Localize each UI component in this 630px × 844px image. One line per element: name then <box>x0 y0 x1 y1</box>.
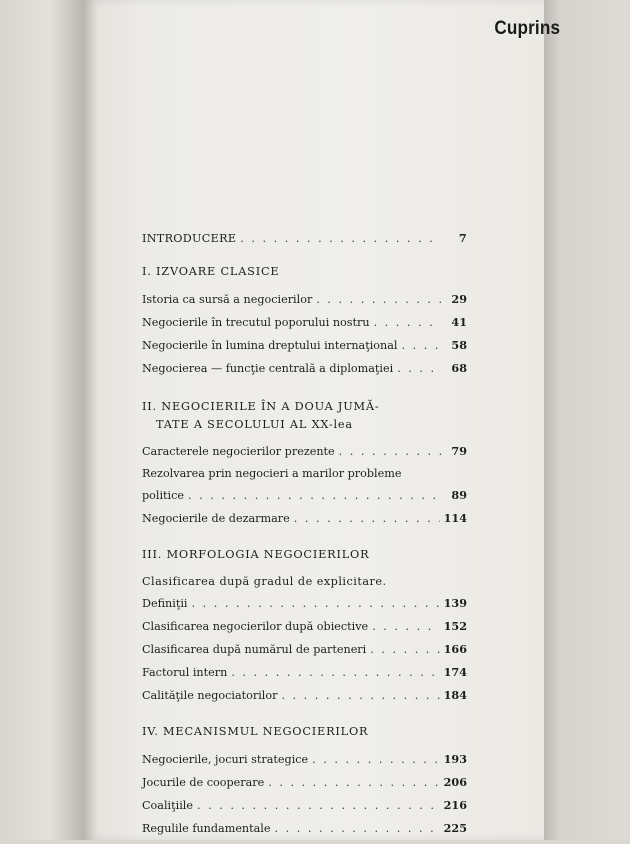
toc-entry-label: Negocierile, jocuri strategice <box>142 753 309 766</box>
toc-entry <box>142 511 467 534</box>
toc-entry-label: Caracterele negocierilor prezente <box>142 445 335 458</box>
dot-leader <box>372 620 439 634</box>
toc-entry <box>142 642 467 665</box>
dot-leader <box>312 753 439 767</box>
toc-entry-label: Factorul intern <box>142 666 228 679</box>
toc-entry-label: Negocierile în trecutul poporului nostru <box>142 316 370 329</box>
toc-entry <box>142 292 467 315</box>
dot-leader <box>197 799 440 813</box>
toc-page-number: 68 <box>451 361 467 375</box>
toc-entry-label-continued: Definiţii <box>142 597 188 610</box>
dot-leader <box>339 445 441 459</box>
chapter-heading-line: II. NEGOCIERILE ÎN A DOUA JUMĂ- <box>142 400 380 413</box>
toc-page-number: 114 <box>443 511 467 525</box>
toc-entry-label: Clasificarea negocierilor după obiective <box>142 620 369 633</box>
toc-page-number: 216 <box>443 798 467 812</box>
toc-entry-label: Negocierile în lumina dreptului internaţional <box>142 339 398 352</box>
toc-entry-label: Coaliţiile <box>142 799 193 812</box>
toc-page-number: 166 <box>443 642 467 656</box>
toc-entry <box>142 619 467 642</box>
toc-entry <box>142 361 467 384</box>
dot-leader <box>294 512 440 526</box>
toc-entry-label: Calităţile negociatorilor <box>142 689 278 702</box>
table-of-contents <box>142 231 467 844</box>
toc-entry <box>142 665 467 688</box>
toc-entry-label: Clasificarea după gradul de explicitare. <box>142 575 387 588</box>
dot-leader <box>188 489 441 503</box>
toc-entry-label: Negocierile de dezarmare <box>142 512 290 525</box>
chapter-heading-4: IV. MECANISMUL NEGOCIERILOR <box>142 725 369 738</box>
toc-entry <box>142 775 467 798</box>
toc-page-number: 58 <box>451 338 467 352</box>
toc-entry <box>142 467 467 511</box>
toc-entry-label: Istoria ca sursă a negocierilor <box>142 293 313 306</box>
dot-leader <box>240 232 441 246</box>
book-spine <box>0 0 84 840</box>
toc-entry-label: Rezolvarea prin negocieri a marilor probleme <box>142 467 402 480</box>
dot-leader <box>231 666 439 680</box>
toc-page-number: 152 <box>443 619 467 633</box>
toc-page-number: 89 <box>451 488 467 502</box>
toc-entry <box>142 575 467 619</box>
dot-leader <box>275 822 440 836</box>
toc-entry-introduction <box>142 231 467 261</box>
toc-page-number: 193 <box>443 752 467 766</box>
toc-entry <box>142 752 467 775</box>
dot-leader <box>397 362 441 376</box>
dot-leader <box>370 643 439 657</box>
dot-leader <box>268 776 439 790</box>
toc-entry-label: Clasificarea după numărul de parteneri <box>142 643 367 656</box>
toc-page-number: 184 <box>443 688 467 702</box>
toc-entry <box>142 315 467 338</box>
dot-leader <box>316 293 441 307</box>
toc-entry-label: Negocierea — funcţie centrală a diplomaţiei <box>142 362 394 375</box>
toc-entry <box>142 688 467 711</box>
toc-page-number: 7 <box>458 231 467 245</box>
dot-leader <box>402 339 442 353</box>
toc-page-number: 174 <box>443 665 467 679</box>
toc-entry-label-continued: politice <box>142 489 185 502</box>
chapter-heading-1: I. IZVOARE CLASICE <box>142 265 280 278</box>
toc-entry <box>142 444 467 467</box>
toc-entry-label: Jocurile de cooperare <box>142 776 265 789</box>
toc-page-number: 29 <box>451 292 467 306</box>
toc-entry <box>142 338 467 361</box>
toc-entry-label: INTRODUCERE <box>142 232 237 245</box>
toc-entry <box>142 821 467 844</box>
dot-leader <box>281 689 439 703</box>
toc-page-number: 79 <box>451 444 467 458</box>
toc-page-number: 206 <box>443 775 467 789</box>
toc-page-number: 139 <box>443 596 467 610</box>
page-title: Cuprins <box>494 18 560 39</box>
dot-leader <box>192 597 440 611</box>
toc-page-number: 225 <box>443 821 467 835</box>
chapter-heading-2 <box>142 394 467 444</box>
page-right-edge <box>544 0 630 840</box>
toc-entry <box>142 798 467 821</box>
chapter-heading-3: III. MORFOLOGIA NEGOCIERILOR <box>142 548 370 561</box>
toc-entry-label: Regulile fundamentale <box>142 822 271 835</box>
chapter-heading-line: TATE A SECOLULUI AL XX-lea <box>156 418 353 431</box>
dot-leader <box>374 316 441 330</box>
toc-page-number: 41 <box>451 315 467 329</box>
